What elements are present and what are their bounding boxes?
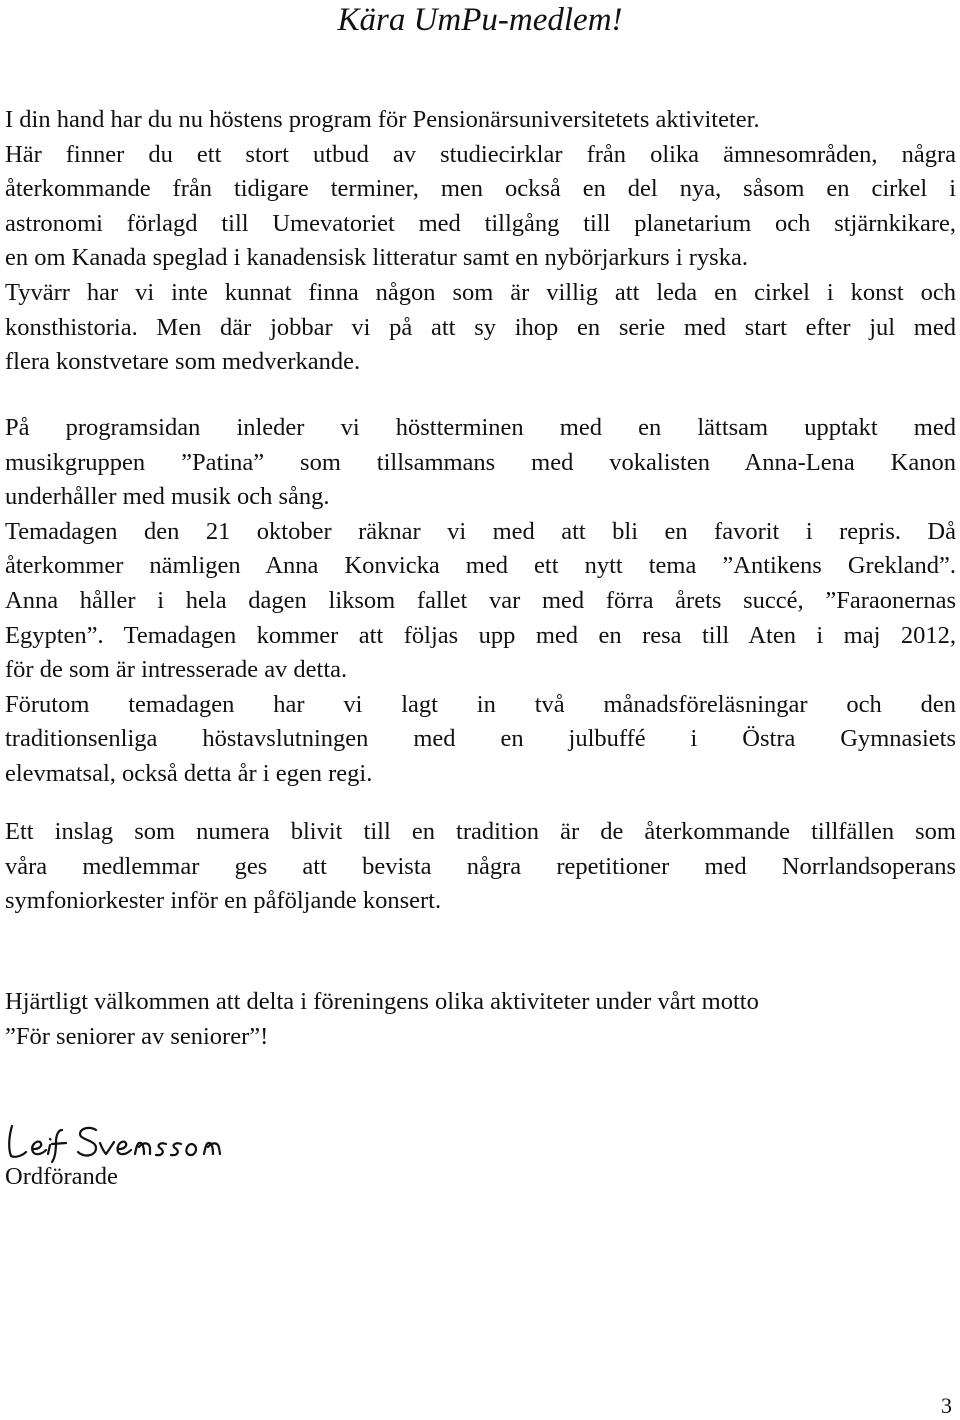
text-line: en om Kanada speglad i kanadensisk litteratur samt en nybörjarkurs i ryska. xyxy=(5,244,748,272)
letter-greeting: Kära UmPu-medlem! xyxy=(337,2,623,38)
text-line: Hjärtligt välkommen att delta i föreningens olika aktiviteter under vårt motto xyxy=(5,988,759,1015)
text-line: Ett inslag som numera blivit till en tradition är de återkommande tillfällen som xyxy=(5,818,956,845)
text-line: Här finner du ett stort utbud av studiecirklar från olika ämnesområden, några xyxy=(5,140,956,168)
text-line: återkommande från tidigare terminer, men också en del nya, såsom en cirkel i xyxy=(5,175,956,203)
text-line: återkommer nämligen Anna Konvicka med ett nytt tema ”Antikens Grekland”. xyxy=(5,552,956,580)
paragraph-intro xyxy=(5,103,956,380)
text-line: Tyvärr har vi inte kunnat finna någon som är villig att leda en cirkel i konst och xyxy=(5,278,956,306)
text-line: för de som är intresserade av detta. xyxy=(5,656,348,684)
text-line: konsthistoria. Men där jobbar vi på att sy ihop en serie med start efter jul med xyxy=(5,313,956,341)
paragraph-tradition xyxy=(5,815,956,919)
handwritten-signature xyxy=(6,1118,246,1166)
signer-title: Ordförande xyxy=(5,1163,118,1190)
text-line: flera konstvetare som medverkande. xyxy=(5,348,361,376)
text-line: ”För seniorer av seniorer”! xyxy=(5,1022,269,1050)
text-line: traditionsenliga höstavslutningen med en julbuffé i Östra Gymnasiets xyxy=(5,725,956,753)
page-number: 3 xyxy=(941,1393,952,1418)
text-line: våra medlemmar ges att bevista några repetitioner med Norrlandsoperans xyxy=(5,852,956,880)
paragraph-program xyxy=(5,411,956,792)
text-line: Förutom temadagen har vi lagt in två månadsföreläsningar och den xyxy=(5,690,956,718)
text-line: Egypten”. Temadagen kommer att följas upp med en resa till Aten i maj 2012, xyxy=(5,621,956,649)
text-line: astronomi förlagd till Umevatoriet med tillgång till planetarium och stjärnkikare, xyxy=(5,209,956,237)
text-line: elevmatsal, också detta år i egen regi. xyxy=(5,759,373,787)
text-line: symfoniorkester inför en påföljande konsert. xyxy=(5,887,442,915)
text-line: Anna håller i hela dagen liksom fallet var med förra årets succé, ”Faraonernas xyxy=(5,586,956,614)
text-line: musikgruppen ”Patina” som tillsammans med vokalisten Anna-Lena Kanon xyxy=(5,448,956,476)
text-line: På programsidan inleder vi höstterminen med en lättsam upptakt med xyxy=(5,414,956,441)
text-line: underhåller med musik och sång. xyxy=(5,483,330,511)
text-line: I din hand har du nu höstens program för Pensionärsuniversitetets aktiviteter. xyxy=(5,106,760,133)
paragraph-welcome xyxy=(5,985,956,1054)
text-line: Temadagen den 21 oktober räknar vi med att bli en favorit i repris. Då xyxy=(5,517,956,545)
